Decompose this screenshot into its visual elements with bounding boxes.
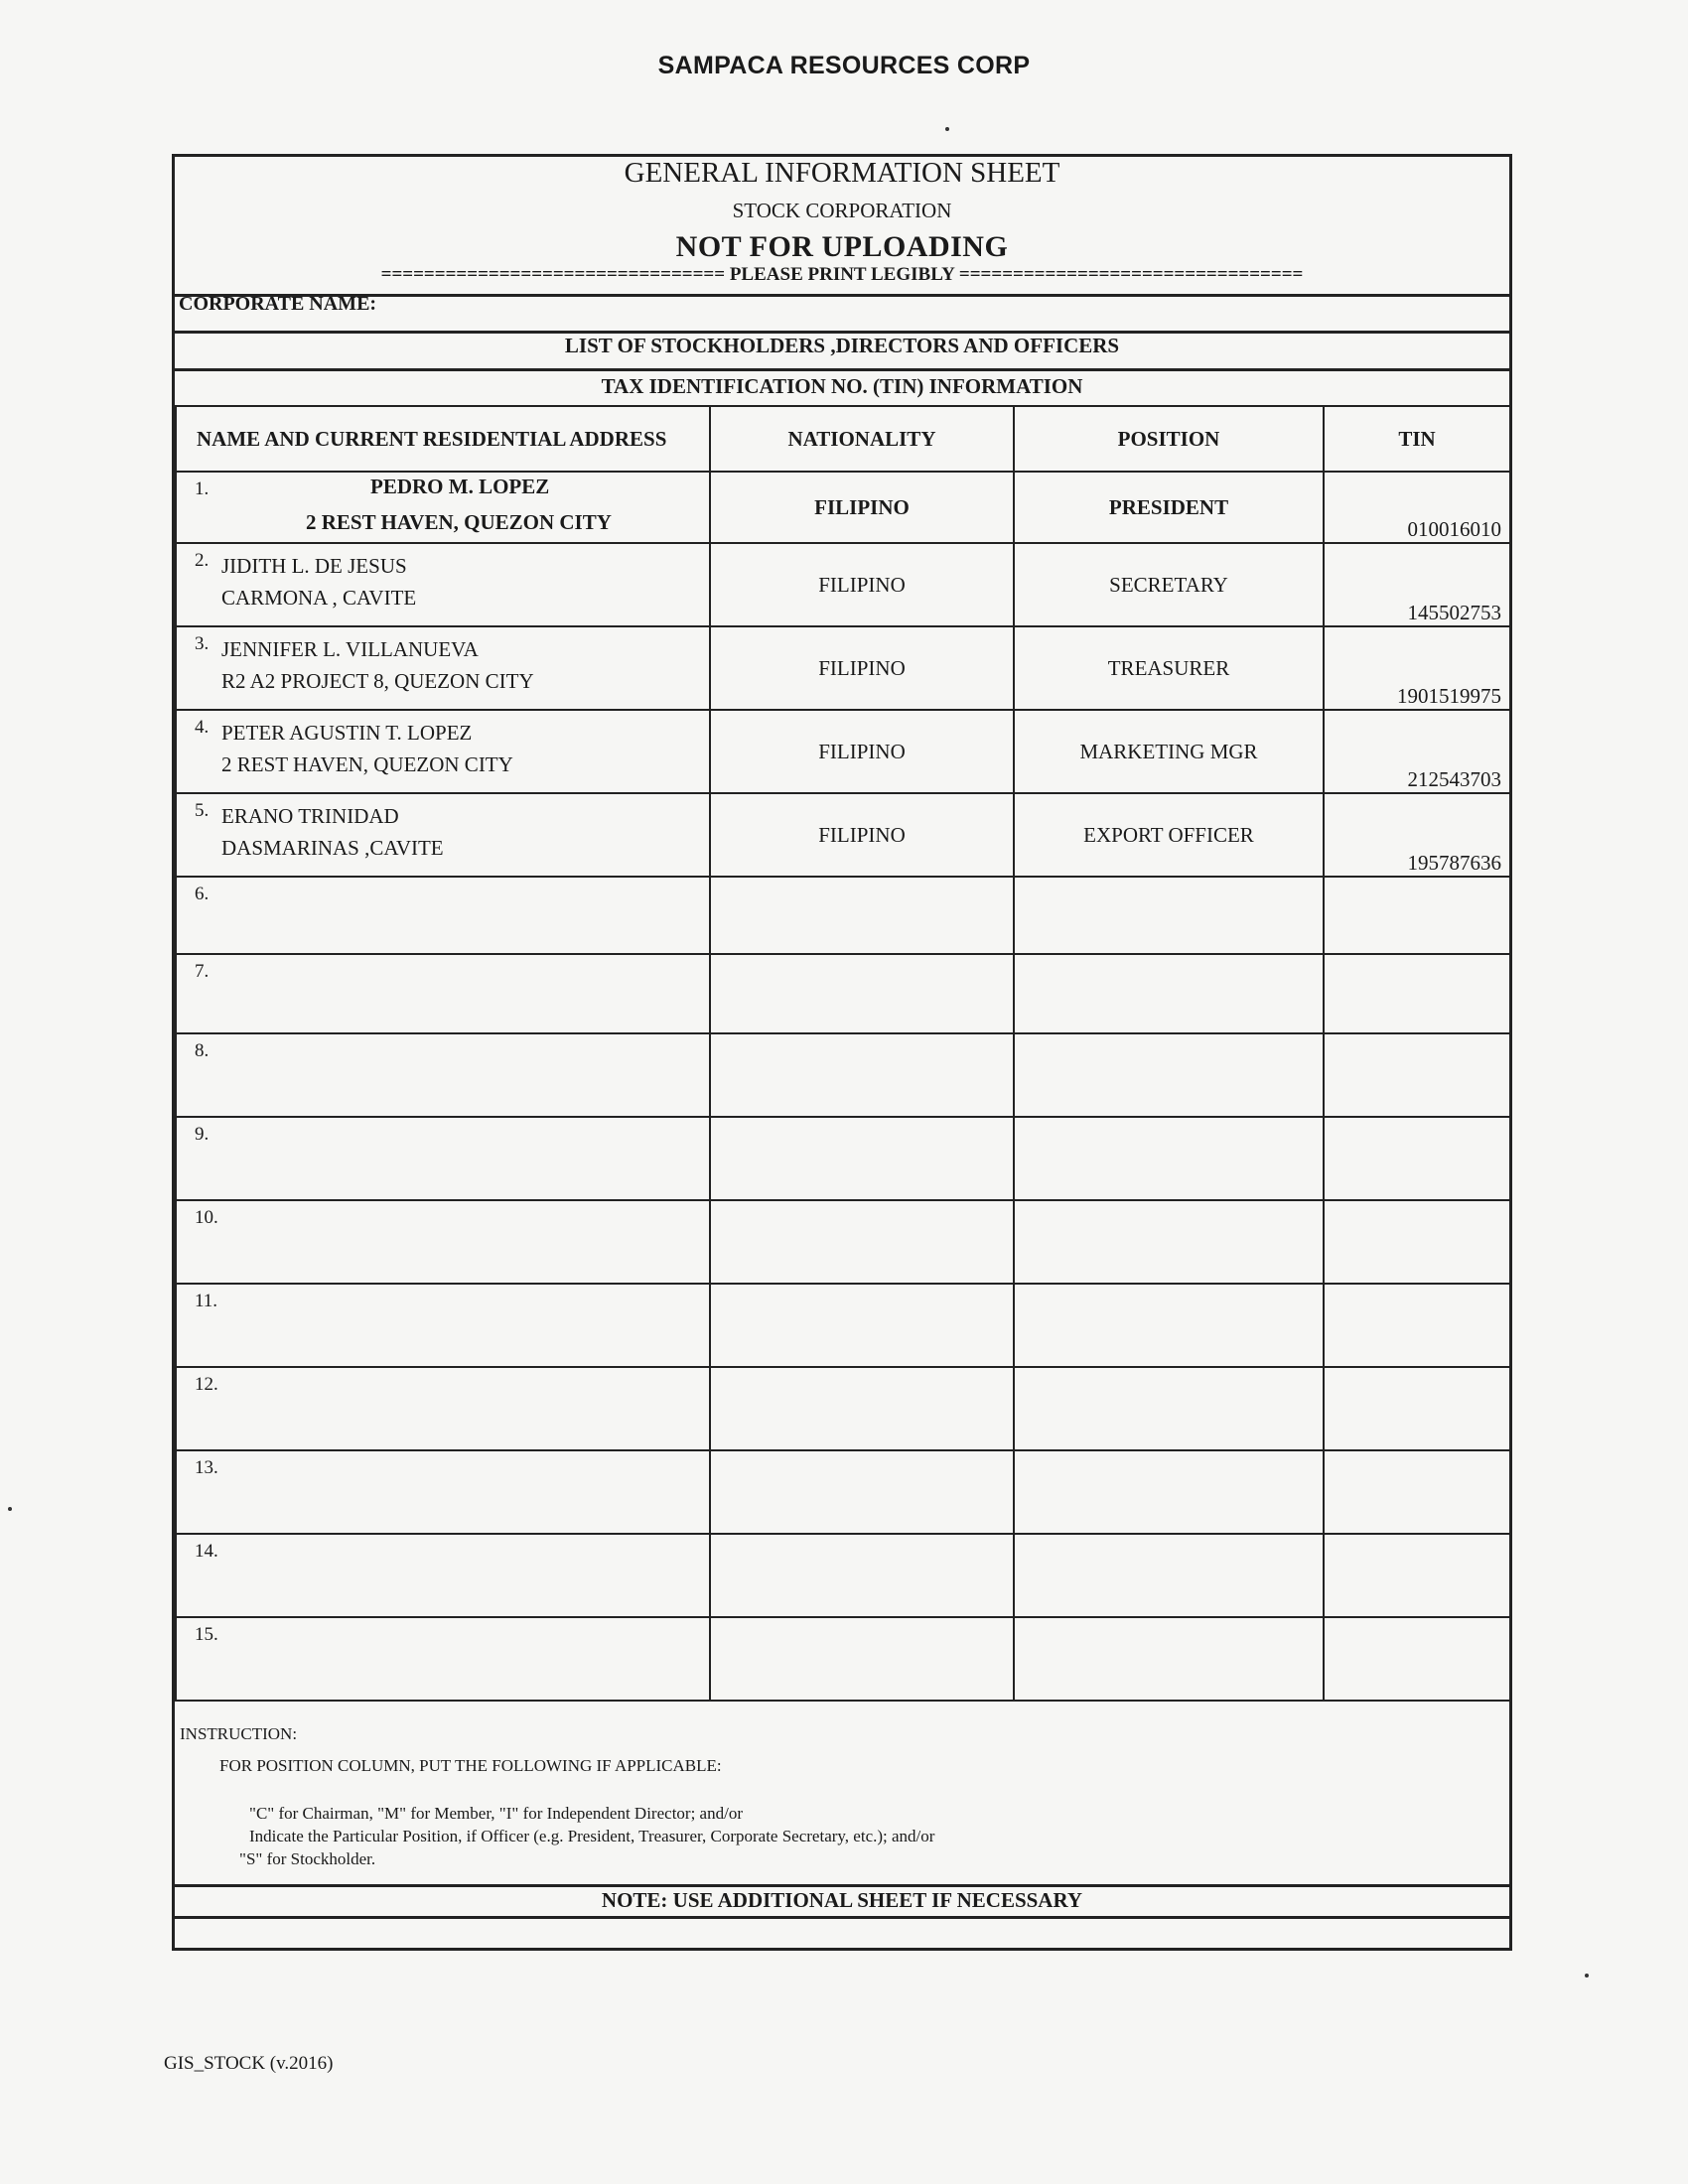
name-address-cell [176,793,710,877]
holder-name: JENNIFER L. VILLANUEVA [221,637,479,661]
name-address-cell [176,710,710,793]
name-address-cell [176,1367,710,1450]
instruction-line: "S" for Stockholder. [239,1849,376,1868]
position-cell [1014,954,1324,1033]
scan-speck [945,127,949,131]
nationality-cell [710,1033,1014,1117]
name-address-cell [176,1450,710,1534]
position-cell: TREASURER [1014,626,1324,710]
table-row [176,954,1510,1033]
holder-address: DASMARINAS ,CAVITE [221,836,444,860]
name-address-cell [176,1617,710,1701]
nationality-cell [710,1284,1014,1367]
holder-name: PETER AGUSTIN T. LOPEZ [221,721,473,745]
position-cell: MARKETING MGR [1014,710,1324,793]
list-title: LIST OF STOCKHOLDERS ,DIRECTORS AND OFFICERS [564,334,1120,357]
nationality-cell [710,877,1014,954]
column-header-nationality: NATIONALITY [710,406,1014,472]
divider [175,1884,1509,1887]
position-cell: SECRETARY [1014,543,1324,626]
table-row [176,1534,1510,1617]
table-row [176,1117,1510,1200]
nationality-cell: FILIPINO [710,472,1014,543]
row-number: 12. [195,1374,218,1395]
nationality-cell [710,954,1014,1033]
name-address-cell [176,472,710,543]
tin-cell: 212543703 [1324,710,1510,793]
row-number: 2. [195,550,210,571]
tin-cell [1324,1200,1510,1284]
table-header-row [176,406,1510,472]
info-sheet-form [172,154,1512,1951]
row-number: 9. [195,1124,210,1145]
stockholders-table [175,405,1511,1702]
table-row [176,1367,1510,1450]
nationality-cell [710,1200,1014,1284]
tin-cell [1324,877,1510,954]
table-row [176,472,1510,543]
tin-cell: 145502753 [1324,543,1510,626]
position-cell [1014,1367,1324,1450]
divider [175,1916,1509,1919]
row-number: 10. [195,1207,218,1228]
table-row [176,710,1510,793]
position-cell [1014,1450,1324,1534]
holder-name: JIDITH L. DE JESUS [221,554,407,578]
name-address-cell [176,1117,710,1200]
nationality-cell [710,1617,1014,1701]
holder-address: CARMONA , CAVITE [221,586,417,610]
table-row [176,877,1510,954]
position-cell [1014,1617,1324,1701]
instruction-line: Indicate the Particular Position, if Officer (e.g. President, Treasurer, Corporate Secretary, etc.); and/or [249,1827,935,1845]
name-address-cell [176,1200,710,1284]
row-number: 11. [195,1291,218,1311]
table-row [176,1033,1510,1117]
form-title: GENERAL INFORMATION SHEET [624,157,1060,189]
tin-cell [1324,954,1510,1033]
form-subtitle: STOCK CORPORATION [732,199,952,222]
print-legibly-line: ================================ PLEASE PRINT LEGIBLY ================================ [380,264,1304,285]
name-address-cell [176,543,710,626]
scan-speck [8,1507,12,1511]
position-cell [1014,1117,1324,1200]
divider [175,368,1509,371]
instruction-line: "C" for Chairman, "M" for Member, "I" for Independent Director; and/or [249,1804,743,1823]
name-address-cell [176,954,710,1033]
row-number: 4. [195,717,210,738]
position-cell [1014,1033,1324,1117]
name-address-cell [176,1033,710,1117]
company-name: SAMPACA RESOURCES CORP [657,52,1031,79]
nationality-cell [710,1450,1014,1534]
position-cell: EXPORT OFFICER [1014,793,1324,877]
additional-sheet-note: NOTE: USE ADDITIONAL SHEET IF NECESSARY [601,1888,1083,1912]
holder-name: ERANO TRINIDAD [221,804,399,828]
holder-address: 2 REST HAVEN, QUEZON CITY [221,752,513,776]
nationality-cell: FILIPINO [710,793,1014,877]
row-number: 5. [195,800,210,821]
nationality-cell: FILIPINO [710,710,1014,793]
name-address-cell [176,877,710,954]
table-row [176,1200,1510,1284]
table-row [176,1617,1510,1701]
tin-cell [1324,1284,1510,1367]
not-for-uploading-notice: NOT FOR UPLOADING [675,230,1009,263]
column-header-position: POSITION [1014,406,1324,472]
position-cell: PRESIDENT [1014,472,1324,543]
nationality-cell [710,1367,1014,1450]
row-number: 7. [195,961,210,982]
tin-cell [1324,1033,1510,1117]
row-number: 13. [195,1457,218,1478]
position-cell [1014,1534,1324,1617]
position-cell [1014,877,1324,954]
scan-speck [1585,1974,1589,1978]
table-row [176,1450,1510,1534]
table-row [176,793,1510,877]
table-row [176,543,1510,626]
holder-name: PEDRO M. LOPEZ [370,475,550,498]
table-row [176,626,1510,710]
tin-cell: 195787636 [1324,793,1510,877]
table-row [176,1284,1510,1367]
holder-address: 2 REST HAVEN, QUEZON CITY [306,510,612,534]
row-number: 8. [195,1040,210,1061]
nationality-cell: FILIPINO [710,626,1014,710]
nationality-cell [710,1534,1014,1617]
row-number: 15. [195,1624,218,1645]
name-address-cell [176,1534,710,1617]
nationality-cell: FILIPINO [710,543,1014,626]
instruction-heading: INSTRUCTION: [180,1724,298,1743]
tin-cell [1324,1367,1510,1450]
nationality-cell [710,1117,1014,1200]
corporate-name-label: CORPORATE NAME: [179,293,377,315]
column-header-tin: TIN [1324,406,1510,472]
tin-cell [1324,1117,1510,1200]
tin-cell [1324,1534,1510,1617]
row-number: 14. [195,1541,218,1562]
tin-cell [1324,1617,1510,1701]
name-address-cell [176,626,710,710]
column-header-name: NAME AND CURRENT RESIDENTIAL ADDRESS [176,406,710,472]
row-number: 6. [195,884,210,904]
holder-address: R2 A2 PROJECT 8, QUEZON CITY [221,669,534,693]
tin-cell [1324,1450,1510,1534]
position-cell [1014,1200,1324,1284]
row-number: 1. [195,478,210,499]
name-address-cell [176,1284,710,1367]
form-version-footer: GIS_STOCK (v.2016) [164,2053,334,2074]
row-number: 3. [195,633,210,654]
tin-title: TAX IDENTIFICATION NO. (TIN) INFORMATION [601,374,1083,398]
instruction-box [175,1718,1509,1901]
position-cell [1014,1284,1324,1367]
instruction-line: FOR POSITION COLUMN, PUT THE FOLLOWING IF APPLICABLE: [219,1756,722,1775]
tin-cell: 1901519975 [1324,626,1510,710]
tin-cell: 010016010 [1324,472,1510,543]
